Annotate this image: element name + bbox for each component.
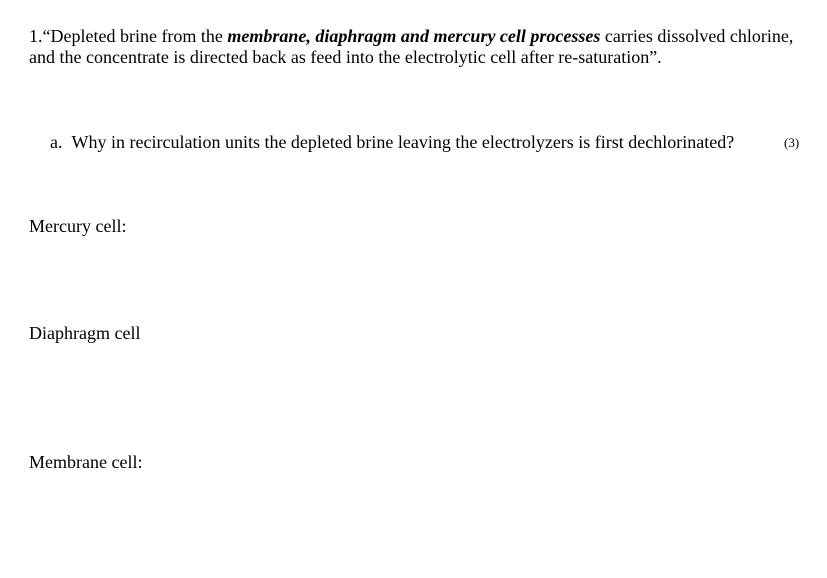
membrane-cell-label: Membrane cell:: [29, 452, 143, 472]
question-1: [29, 26, 809, 68]
marks-label: (3): [784, 135, 800, 150]
sub-question-text: Why in recirculation units the depleted brine leaving the electrolyzers is first dechlorinated?: [71, 132, 735, 152]
question-text-start: “Depleted brine from the: [42, 26, 228, 46]
diaphragm-cell-label: Diaphragm cell: [29, 323, 141, 343]
question-text-emphasis: membrane, diaphragm and mercury cell processes: [227, 26, 601, 46]
question-text-end: carries dissolved chlorine, and the concentrate is directed back as feed into the electrolytic cell after re-saturation”.: [29, 26, 794, 67]
sub-question-label: a.: [50, 132, 63, 152]
question-number: 1.: [29, 26, 43, 46]
mercury-cell-label: Mercury cell:: [29, 216, 127, 236]
sub-question-a: [50, 132, 734, 153]
